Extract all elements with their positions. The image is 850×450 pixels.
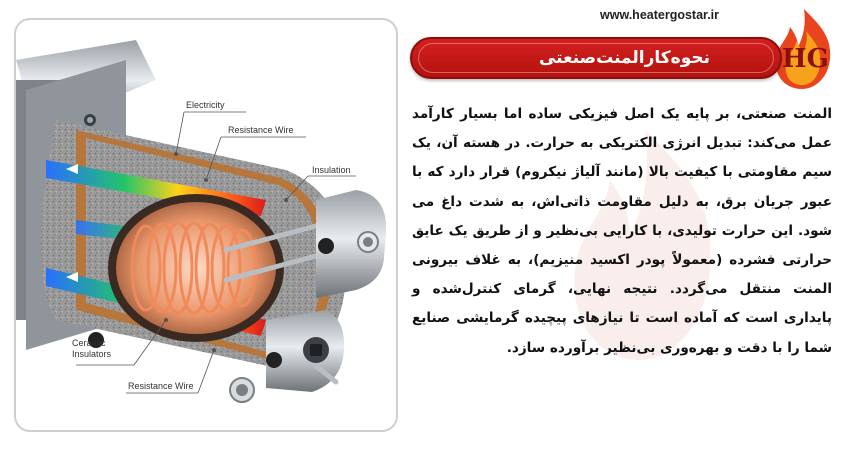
label-resistance-wire-bottom: Resistance Wire <box>128 381 194 391</box>
label-ceramic-insulators: Ceramic Insulators <box>72 338 112 359</box>
label-resistance-wire-top: Resistance Wire <box>228 125 294 135</box>
description-paragraph: المنت صنعتی، بر پایه یک اصل فیزیکی ساده اما بسیار کارآمد عمل می‌کند: تبدیل انرژی الکتریکی به حرارت. در هسته آن، یک سیم مقاومتی با کیفیت بالا (مانند آلیاژ نیکروم) قرار دارد که با عبور جریان برق، به دلیل مقاومت ذاتی‌اش، به شدت داغ می شود. این حرارت تولیدی، با کارایی بی‌نظیر و از طریق یک عایق حرارتی فشرده (معمولاً پودر اکسید منیزیم)، به غلاف بیرونی المنت منتقل می‌گردد. نتیجه نهایی، گرمای کنترل‌شده و پایداری است که آماده است تا نیازهای پیچیده گرمایشی صنایع شما را با دقت و بهره‌وری بی‌نظیر برآورده سازد. <box>412 106 832 356</box>
title-banner <box>410 37 782 79</box>
logo-monogram: HG <box>782 44 829 74</box>
label-electricity: Electricity <box>186 100 225 110</box>
heater-cutaway-illustration <box>14 18 398 432</box>
website-url: www.heatergostar.ir <box>600 8 720 22</box>
page-title: نحوه‌کارالمنت‌صنعتی <box>538 48 710 68</box>
heater-cutaway-svg <box>16 20 398 432</box>
label-insulation: Insulation <box>312 165 351 175</box>
